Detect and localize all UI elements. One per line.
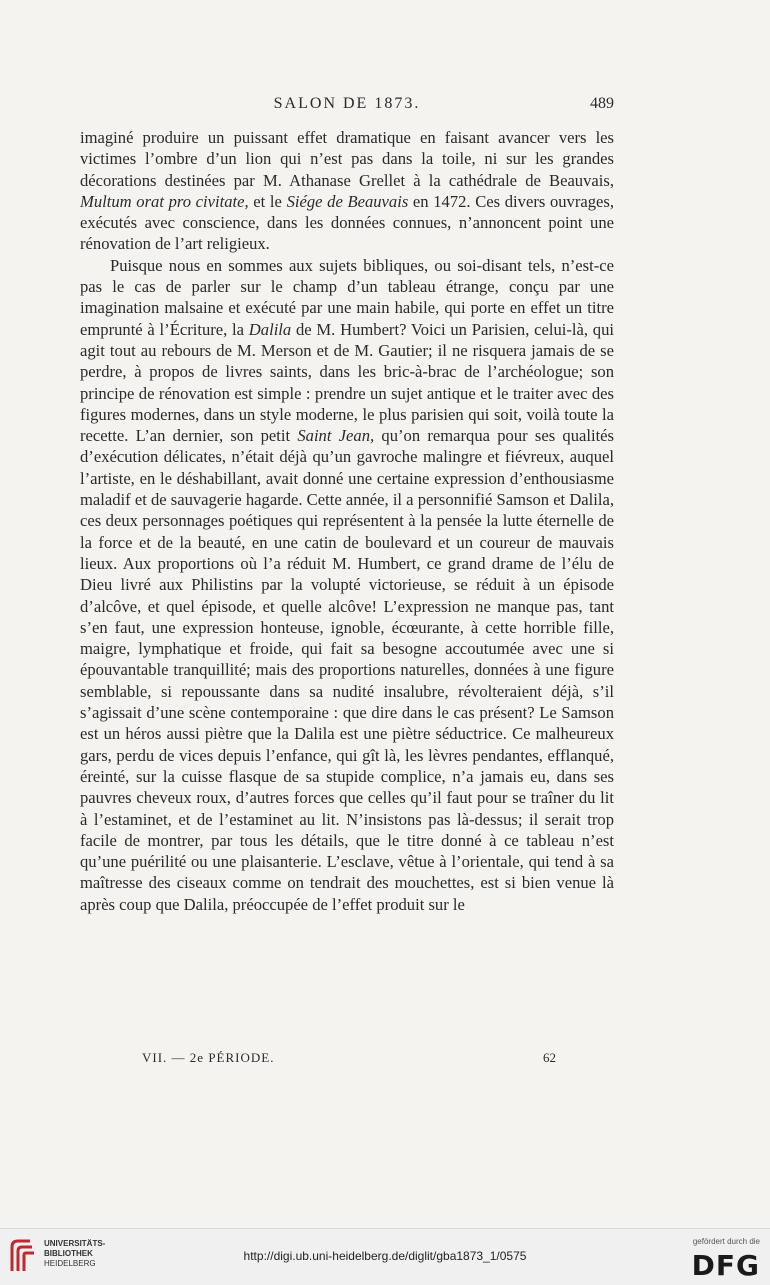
italic-title: Siége de Beauvais <box>286 191 409 211</box>
sheet-number: 62 <box>543 1050 556 1065</box>
text-run: en 1472. Ces divers ouvrages, exécutés avec conscience, dans les données connues, n’annoncent point une rénovation de l’art religieux. <box>80 191 615 254</box>
institution-line-3: HEIDELBERG <box>44 1259 96 1268</box>
text-run: qu’on remarqua pour ses qualités d’exécution délicates, n’était déjà qu’un gavroche malingre et fiévreux, auquel l’artiste, en le déshabillant, avait donné une certaine expression d’enthousiasme maladif et de sauvagerie hagarde. Cette année, il a personnifié Samson et Dalila, ces deux personnages poétiques qui représentent à la pensée la lutte éternelle de la force et de la beauté, en une catin de boulevard et un coureur de mauvais lieux. Aux proportions où l’a réduit M. Humbert, ce grand drame de l’élu de Dieu livré aux Philistins par la volupté victorieuse, se réduit à un épisode d’alcôve, et quel épisode, et quelle alcôve! L’expression ne manque pas, tant s’en faut, une expression honteuse, ignoble, écœurante, à cette horrible fille, maigre, lymphatique et froide, qui fait sa besogne accoutumée avec une si épouvantable tranquillité; mais des proportions naturelles, données à une figure semblable, si repoussante dans sa nudité insalubre, révolteraient déjà, s’il s’agissait d’une scène contemporaine : que dire dans le cas présent? Le Samson est un héros aussi piètre que la Dalila est une piètre séductrice. Ce malheureux gars, perdu de vices depuis l’enfance, qui gît là, les lèvres pendantes, efflanqué, éreinté, sur la cuisse flasque de sa stupide complice, n’a jamais eu, dans ses pauvres cheveux roux, d’autres forces que celles qu’il faut pour se traîner du lit à l’estaminet, et de l’estaminet au lit. N’insistons pas là-dessus; il serait trop facile de montrer, par tous les détails, que le titre donné à ce tableau n’est qu’une puérilité ou une plaisanterie. L’esclave, vêtue à l’orientale, qui tend à sa maîtresse des ciseaux comme on tendrait des mouchettes, est si bien venue là après coup que Dalila, préoccupée de l’effet produit sur le <box>80 426 615 914</box>
italic-title: Saint Jean, <box>297 426 375 446</box>
institution-line-1: UNIVERSITÄTS- <box>44 1239 106 1248</box>
funded-by-label: gefördert durch die <box>692 1237 760 1246</box>
italic-title: Dalila <box>248 319 292 339</box>
running-head-title: SALON DE 1873. <box>273 95 421 112</box>
paragraph-2 <box>80 255 614 915</box>
text-run: de M. Humbert? Voici un Parisien, celui-là, qui agit tout au rebours de M. Merson et de M. Gautier; il ne risquera jamais de se perdre, à propos de livres saints, dans les bric-à-brac de l’archéologue; son principe de rénovation est simple : prendre un sujet antique et le traiter avec des figures modernes, dans un style moderne, le plus parisien qui soit, voilà toute la recette. L’an dernier, son petit <box>80 319 614 446</box>
dfg-logo: DFG <box>691 1249 760 1282</box>
page-footer <box>80 1050 614 1070</box>
page-number: 489 <box>590 95 614 112</box>
text-run: imaginé produire un puissant effet dramatique en faisant avancer vers les victimes l’ombre d’un lion qui n’est pas dans la toile, ni sur les grandes décorations destinées par M. Athanase Grellet à la cathédrale de Beauvais, <box>80 128 614 190</box>
digitization-banner <box>0 1228 770 1285</box>
body-text <box>80 127 614 915</box>
running-head <box>80 95 614 119</box>
institution-line-2: BIBLIOTHEK <box>44 1249 93 1258</box>
paragraph-1 <box>80 127 614 255</box>
text-run: et le <box>248 191 287 211</box>
text-run: Puisque nous en sommes aux sujets bibliques, ou soi-disant tels, n’est-ce pas le cas de parler sur le champ d’un tableau étrange, conçu par une imagination malsaine et exécuté par une main habile, qui porte en effet un titre emprunté à l’Écriture, la <box>80 255 614 339</box>
source-url[interactable]: http://digi.ub.uni-heidelberg.de/diglit/gba1873_1/0575 <box>243 1249 527 1263</box>
signature-mark: VII. — 2e PÉRIODE. <box>142 1050 275 1065</box>
italic-title: Multum orat pro civitate, <box>80 191 249 211</box>
